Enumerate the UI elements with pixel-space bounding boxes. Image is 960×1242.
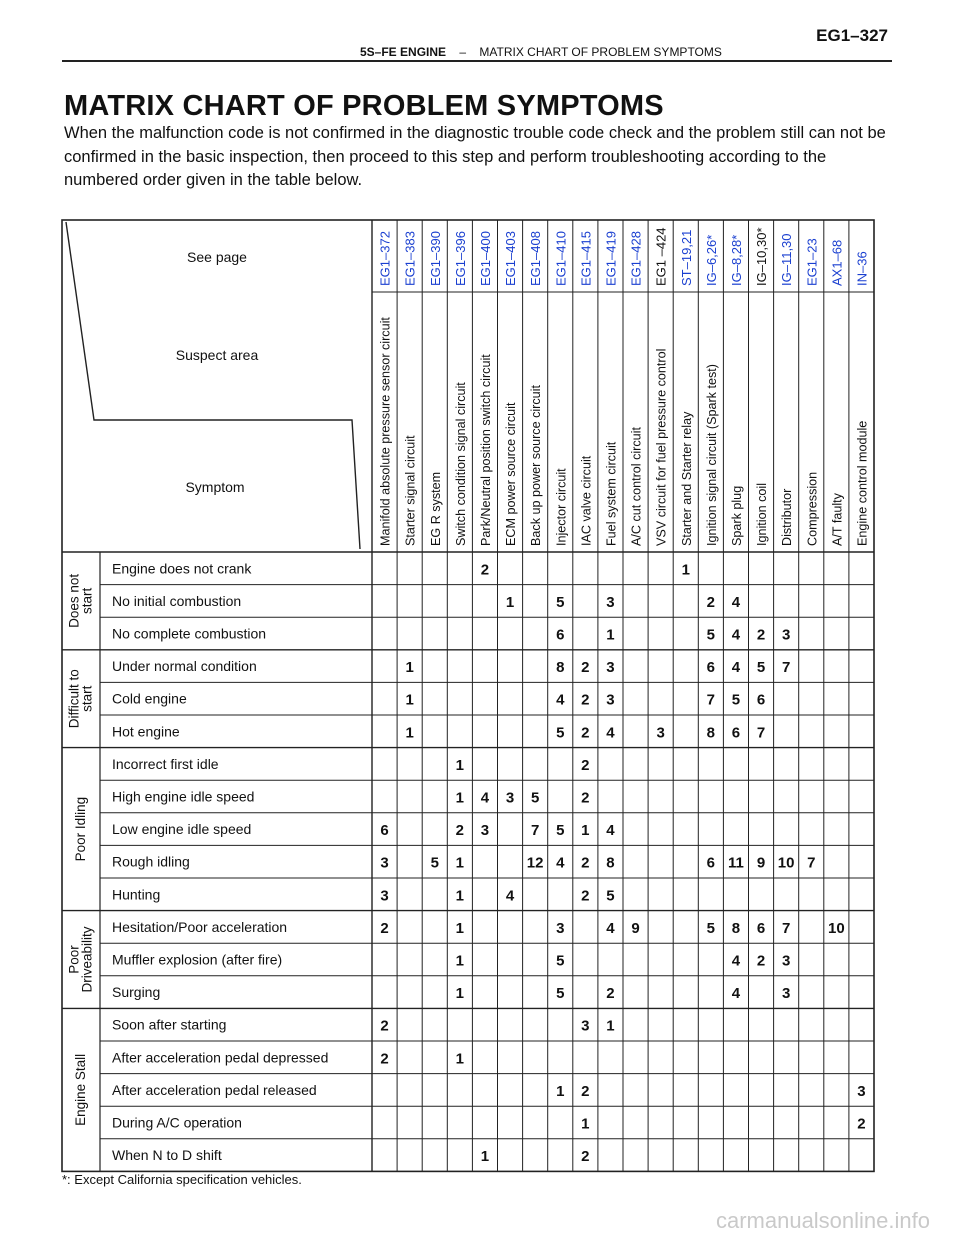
priority-number: 1 (455, 854, 465, 872)
column-page-ref: ST–19,21 (678, 229, 694, 286)
priority-number: 3 (606, 691, 615, 709)
column-suspect-area: Ignition coil (755, 482, 770, 546)
priority-number: 8 (706, 724, 716, 742)
priority-number: 5 (756, 659, 766, 677)
group-label: Poor Idling (73, 796, 88, 862)
corner-label: Symptom (185, 479, 245, 495)
intro-paragraph: When the malfunction code is not confirmed in the diagnostic trouble code check and the problem still can not be confirmed in the basic inspection, then proceed to this step and perform troubleshooting according to the numbered order given in the table below. (64, 124, 886, 189)
column-suspect-area: Starter and Starter relay (679, 411, 694, 546)
column-page-ref: EG1–428 (628, 231, 644, 286)
priority-number: 1 (606, 626, 615, 644)
column-page-ref: IG–10,30* (754, 227, 770, 286)
column-suspect-area: A/C cut control circuit (629, 427, 644, 546)
column-page-ref: EG1–408 (528, 231, 544, 286)
priority-number: 5 (430, 854, 439, 872)
priority-number: 4 (606, 724, 615, 742)
priority-number: 9 (756, 854, 766, 872)
priority-number: 3 (781, 626, 791, 644)
priority-number: 5 (556, 593, 565, 611)
priority-number: 4 (731, 593, 741, 611)
page-number: EG1–327 (816, 26, 888, 45)
priority-number: 6 (556, 626, 565, 644)
priority-number: 4 (606, 822, 615, 840)
symptom-label: Hot engine (112, 723, 180, 740)
symptom-label: Soon after starting (112, 1016, 227, 1033)
priority-number: 6 (731, 724, 741, 742)
priority-number: 1 (455, 887, 465, 905)
priority-number: 2 (606, 985, 615, 1003)
priority-number: 7 (756, 724, 766, 742)
column-suspect-area: Park/Neutral position switch circuit (478, 354, 493, 546)
column-suspect-area: Injector circuit (554, 468, 569, 546)
priority-number: 1 (455, 952, 465, 970)
priority-number: 6 (380, 822, 389, 840)
priority-number: 5 (530, 789, 540, 807)
footnote: *: Except California specification vehicles. (62, 1172, 302, 1187)
symptom-label: After acceleration pedal released (112, 1081, 317, 1098)
priority-number: 10 (828, 919, 845, 937)
symptom-label: Surging (112, 984, 161, 1001)
priority-number: 1 (681, 561, 690, 579)
column-page-ref: IG–11,30 (779, 233, 795, 286)
group-label: Does not (66, 573, 82, 628)
priority-number: 3 (781, 952, 791, 970)
column-suspect-area: EG R system (428, 471, 443, 546)
column-page-ref: EG1–396 (452, 231, 468, 286)
corner-label: Suspect area (175, 347, 259, 363)
watermark: carmanualsonline.info (715, 1208, 930, 1233)
priority-number: 5 (556, 952, 565, 970)
priority-number: 5 (606, 887, 615, 905)
priority-number: 8 (606, 854, 615, 872)
symptom-label: Under normal condition (112, 658, 257, 675)
section-subtitle: MATRIX CHART OF PROBLEM SYMPTOMS (479, 45, 722, 59)
column-page-ref: EG1–410 (553, 231, 569, 286)
group-label: Poor (66, 945, 82, 974)
column-suspect-area: Spark plug (729, 485, 744, 546)
page-title: MATRIX CHART OF PROBLEM SYMPTOMS (64, 90, 664, 122)
symptom-label: Muffler explosion (after fire) (112, 951, 283, 968)
column-suspect-area: Back up power source circuit (529, 385, 544, 546)
priority-number: 2 (706, 593, 716, 611)
priority-number: 2 (756, 626, 766, 644)
priority-number: 2 (581, 789, 590, 807)
priority-number: 5 (556, 724, 565, 742)
priority-number: 1 (556, 1082, 565, 1100)
priority-number: 4 (556, 691, 565, 709)
priority-number: 11 (728, 854, 744, 872)
column-suspect-area: Switch condition signal circuit (453, 382, 468, 546)
column-suspect-area: Ignition signal circuit (Spark test) (704, 364, 719, 546)
priority-number: 7 (706, 691, 716, 709)
symptom-label: During A/C operation (112, 1114, 242, 1131)
priority-number: 7 (807, 854, 816, 872)
priority-number: 2 (581, 659, 590, 677)
priority-number: 5 (556, 985, 565, 1003)
priority-number: 6 (756, 691, 766, 709)
column-page-ref: EG1–419 (603, 231, 619, 286)
column-page-ref: EG1 –424 (653, 227, 669, 286)
priority-number: 1 (606, 1017, 615, 1035)
priority-number: 2 (380, 1050, 389, 1068)
priority-number: 8 (731, 919, 741, 937)
priority-number: 5 (731, 691, 741, 709)
column-suspect-area: Distributor (780, 488, 795, 546)
symptom-label: No initial combustion (112, 592, 242, 609)
priority-number: 2 (581, 724, 590, 742)
group-label: Difficult to (66, 669, 82, 729)
priority-number: 4 (505, 887, 515, 905)
priority-number: 6 (706, 659, 716, 677)
priority-number: 9 (631, 919, 640, 937)
column-page-ref: EG1–415 (578, 231, 594, 286)
symptom-label: When N to D shift (112, 1147, 222, 1164)
priority-number: 4 (731, 659, 741, 677)
priority-number: 1 (455, 789, 465, 807)
column-suspect-area: Starter signal circuit (403, 435, 418, 546)
column-suspect-area: A/T faulty (830, 493, 845, 546)
symptom-label: After acceleration pedal depressed (112, 1049, 329, 1066)
symptom-label: Incorrect first idle (112, 755, 219, 772)
symptom-label: Hesitation/Poor acceleration (112, 918, 288, 935)
priority-number: 2 (581, 1148, 590, 1166)
column-page-ref: EG1–390 (427, 231, 443, 286)
priority-number: 4 (480, 789, 490, 807)
priority-number: 3 (857, 1082, 866, 1100)
priority-number: 1 (581, 1115, 590, 1133)
priority-number: 6 (756, 919, 766, 937)
priority-number: 4 (731, 626, 741, 644)
priority-number: 3 (380, 854, 389, 872)
priority-number: 1 (581, 822, 590, 840)
symptom-label: Rough idling (112, 853, 190, 870)
priority-number: 2 (756, 952, 766, 970)
priority-number: 6 (706, 854, 716, 872)
priority-number: 1 (455, 756, 465, 774)
priority-number: 2 (581, 854, 590, 872)
symptom-label: High engine idle speed (112, 788, 255, 805)
column-page-ref: IN–36 (854, 251, 870, 286)
priority-number: 12 (526, 854, 544, 872)
priority-number: 2 (480, 561, 490, 579)
column-suspect-area: Fuel system circuit (604, 441, 619, 546)
symptom-label: Hunting (112, 886, 161, 903)
priority-number: 5 (556, 822, 565, 840)
priority-number: 1 (455, 919, 465, 937)
column-page-ref: IG–6,26* (703, 234, 719, 286)
priority-number: 3 (380, 887, 389, 905)
priority-number: 7 (530, 822, 540, 840)
priority-number: 4 (731, 952, 741, 970)
priority-number: 1 (505, 593, 515, 611)
priority-number: 3 (606, 659, 615, 677)
priority-number: 2 (581, 887, 590, 905)
priority-number: 2 (380, 919, 389, 937)
column-page-ref: EG1–23 (804, 238, 820, 286)
priority-number: 3 (781, 985, 791, 1003)
column-page-ref: EG1–372 (377, 231, 393, 286)
priority-number: 1 (455, 1050, 465, 1068)
priority-number: 3 (556, 919, 565, 937)
group-label: Engine Stall (73, 1053, 88, 1126)
symptom-label: No complete combustion (112, 625, 267, 642)
section-name: 5S–FE ENGINE (360, 45, 447, 59)
priority-number: 2 (581, 756, 590, 774)
priority-number: 8 (556, 659, 565, 677)
priority-number: 1 (455, 985, 465, 1003)
group-label: start (79, 587, 95, 615)
symptom-label: Engine does not crank (112, 560, 252, 577)
priority-number: 4 (556, 854, 565, 872)
header-separator: – (459, 45, 467, 59)
priority-number: 10 (777, 854, 795, 872)
priority-number: 3 (505, 789, 515, 807)
priority-number: 2 (581, 691, 590, 709)
column-suspect-area: Compression (805, 471, 820, 546)
priority-number: 2 (380, 1017, 389, 1035)
priority-number: 3 (606, 593, 615, 611)
corner-label: See page (187, 249, 247, 265)
column-page-ref: EG1–403 (503, 231, 519, 286)
group-label: start (79, 685, 95, 712)
column-page-ref: AX1–68 (829, 239, 845, 286)
column-suspect-area: IAC valve circuit (579, 455, 594, 546)
column-suspect-area: Engine control module (855, 420, 870, 546)
column-suspect-area: VSV circuit for fuel pressure control (654, 348, 669, 546)
priority-number: 4 (731, 985, 741, 1003)
priority-number: 2 (857, 1115, 866, 1133)
column-page-ref: EG1–383 (402, 231, 418, 286)
priority-number: 4 (606, 919, 615, 937)
column-page-ref: EG1–400 (477, 231, 493, 286)
priority-number: 2 (455, 822, 465, 840)
corner-diagonal (66, 222, 360, 549)
priority-number: 1 (405, 724, 414, 742)
group-label: Driveability (79, 926, 95, 993)
priority-number: 7 (781, 659, 791, 677)
column-page-ref: IG–8,28* (728, 234, 744, 286)
priority-number: 1 (405, 691, 414, 709)
symptom-label: Cold engine (112, 690, 187, 707)
priority-number: 5 (706, 626, 716, 644)
priority-number: 1 (405, 659, 414, 677)
column-suspect-area: Manifold absolute pressure sensor circuit (378, 317, 393, 546)
priority-number: 7 (781, 919, 791, 937)
priority-number: 3 (581, 1017, 590, 1035)
symptom-label: Low engine idle speed (112, 821, 252, 838)
priority-number: 3 (480, 822, 490, 840)
priority-number: 3 (656, 724, 665, 742)
column-suspect-area: ECM power source circuit (504, 402, 519, 546)
priority-number: 5 (706, 919, 716, 937)
priority-number: 2 (581, 1082, 590, 1100)
priority-number: 1 (480, 1148, 490, 1166)
